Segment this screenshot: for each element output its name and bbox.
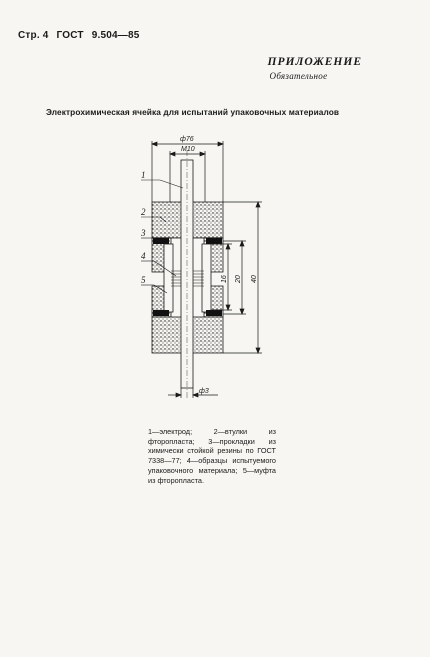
- dimension-electrode-diameter: [168, 388, 218, 398]
- height-40-label: 40: [251, 275, 258, 283]
- electrode-diameter-label: ф3: [199, 388, 209, 395]
- figure-caption: 1—электрод; 2—втулки из фторопласта; 3—прокладки из химически стойкой резины по ГОСТ 7338—77; 4—образцы испытуемого упаковочного материала; 5—муфта из фторопласта.: [148, 427, 276, 485]
- callout-4: 4: [141, 251, 146, 261]
- height-16-label: 16: [221, 275, 228, 283]
- standard-number: 9.504—85: [91, 30, 140, 41]
- page-number: Стр. 4: [18, 30, 49, 41]
- callout-3: 3: [141, 228, 146, 238]
- appendix-subtitle: Обязательное: [269, 71, 328, 81]
- callout-1: 1: [141, 170, 146, 180]
- appendix-title: ПРИЛОЖЕНИЕ: [267, 56, 362, 68]
- figure-title: Электрохимическая ячейка для испытаний упаковочных материалов: [46, 107, 340, 117]
- callout-5: 5: [141, 275, 146, 285]
- height-20-label: 20: [235, 275, 242, 283]
- thread-label: М10: [181, 146, 195, 153]
- callout-2: 2: [141, 207, 146, 217]
- outer-diameter-label: ф76: [180, 136, 194, 143]
- standard-label: ГОСТ: [56, 30, 84, 41]
